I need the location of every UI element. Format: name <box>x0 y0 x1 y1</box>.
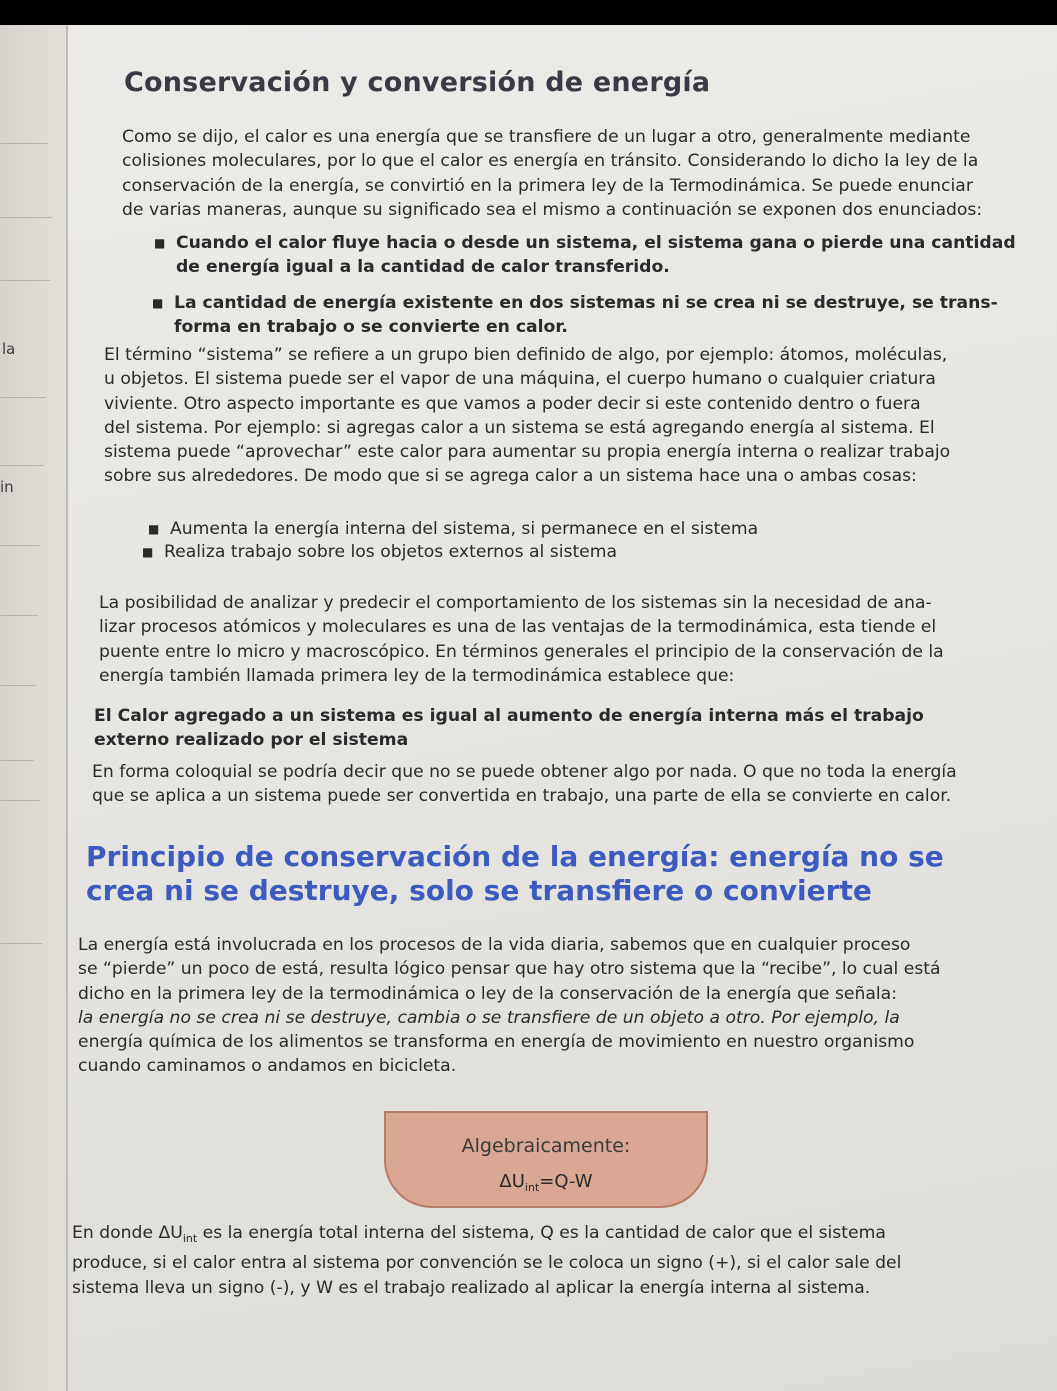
statement-line: La cantidad de energía existente en dos sistemas ni se crea ni se destruye, se trans- <box>174 293 998 313</box>
colloquial-line: En forma coloquial se podría decir que no se puede obtener algo por nada. O que no toda la energía <box>92 762 957 782</box>
system-line: u objetos. El sistema puede ser el vapor de una máquina, el cuerpo humano o cualquier criatura <box>104 369 936 390</box>
principle-line: energía química de los alimentos se transforma en energía de movimiento en nuestro organismo <box>78 1032 915 1053</box>
explanation-rest: es la energía total interna del sistema, Q es la cantidad de calor que el sistema <box>197 1223 886 1243</box>
intro-line: de varias maneras, aunque su significado sea el mismo a continuación se exponen dos enunciados: <box>122 199 983 220</box>
formula-subscript: int <box>524 1181 540 1194</box>
principle-line: se “pierde” un poco de está, resulta lógico pensar que hay otro sistema que la “recibe”, lo cual está <box>78 959 941 980</box>
statement-bullet-2 <box>152 291 1026 339</box>
previous-page-edge <box>0 25 68 1391</box>
margin-rule <box>0 685 36 686</box>
statement-line: de energía igual a la cantidad de calor transferido. <box>176 257 670 277</box>
bullet-dot-icon: ■ <box>148 522 160 536</box>
effect-text: Realiza trabajo sobre los objetos externos al sistema <box>164 542 618 562</box>
effect-text: Aumenta la energía interna del sistema, si permanece en el sistema <box>170 519 759 539</box>
top-black-band <box>0 0 1057 25</box>
bullet-dot-icon: ■ <box>152 296 164 310</box>
explanation-line: produce, si el calor entra al sistema por convención se le coloca un signo (+), si el calor sale del <box>72 1253 902 1274</box>
textbook-page <box>68 25 1057 1391</box>
effect-bullet-1 <box>148 517 970 541</box>
law-line: El Calor agregado a un sistema es igual al aumento de energía interna más el trabajo <box>94 706 924 726</box>
statement-line: Cuando el calor fluye hacia o desde un sistema, el sistema gana o pierde una cantidad <box>176 233 1016 253</box>
bullet-dot-icon: ■ <box>142 545 154 559</box>
margin-rule <box>0 615 38 616</box>
system-paragraph <box>104 343 1024 489</box>
system-line: sobre sus alrededores. De modo que si se agrega calor a un sistema hace una o ambas cosas: <box>104 466 917 487</box>
explanation-paragraph <box>72 1221 1026 1300</box>
margin-rule <box>0 545 40 546</box>
system-line: El término “sistema” se refiere a un grupo bien definido de algo, por ejemplo: átomos, moléculas, <box>104 345 948 365</box>
margin-rule <box>0 465 44 466</box>
formula-label: Algebraicamente: <box>461 1135 631 1157</box>
first-law-statement <box>94 704 1024 753</box>
intro-line: Como se dijo, el calor es una energía que se transfiere de un lugar a otro, generalmente mediante <box>122 127 971 147</box>
colloquial-line: que se aplica a un sistema puede ser convertida en trabajo, una parte de ella se convierte en calor. <box>92 786 952 807</box>
margin-rule <box>0 760 34 761</box>
section-title: Conservación y conversión de energía <box>124 67 711 98</box>
explanation-line: sistema lleva un signo (-), y W es el trabajo realizado al aplicar la energía interna al sistema. <box>72 1277 871 1298</box>
margin-rule <box>0 143 48 144</box>
analysis-line: lizar procesos atómicos y moleculares es una de las ventajas de la termodinámica, esta tiende el <box>99 617 937 638</box>
statement-bullet-1 <box>154 231 1026 279</box>
intro-line: conservación de la energía, se convirtió en la primera ley de la Termodinámica. Se puede enunciar <box>122 175 973 196</box>
statement-line: forma en trabajo o se convierte en calor. <box>174 317 568 337</box>
analysis-paragraph <box>99 591 1025 688</box>
margin-rule <box>0 943 42 944</box>
system-line: sistema puede “aprovechar” este calor para aumentar su propia energía interna o realizar trabajo <box>104 442 951 463</box>
margin-fragment-la: la <box>2 340 16 358</box>
explanation-line <box>72 1221 1026 1251</box>
bullet-dot-icon: ■ <box>154 236 166 250</box>
law-line: externo realizado por el sistema <box>94 730 409 751</box>
analysis-line: energía también llamada primera ley de la termodinámica establece que: <box>99 665 735 686</box>
colloquial-paragraph <box>92 760 1026 809</box>
intro-paragraph <box>122 125 1026 222</box>
explanation-subscript: int <box>182 1232 198 1245</box>
margin-rule <box>0 217 52 218</box>
principle-line: dicho en la primera ley de la termodinámica o ley de la conservación de la energía que señala: <box>78 983 897 1004</box>
principle-line: cuando caminamos o andamos en bicicleta. <box>78 1056 457 1077</box>
principle-paragraph <box>78 933 1026 1079</box>
principle-heading: Principio de conservación de la energía: energía no se crea ni se destruye, solo se transfiere o convierte <box>86 840 944 907</box>
principle-line: la energía no se crea ni se destruye, cambia o se transfiere de un objeto a otro. Por ejemplo, la <box>78 1007 900 1028</box>
system-line: del sistema. Por ejemplo: si agregas calor a un sistema se está agregando energía al sistema. El <box>104 417 935 438</box>
intro-line: colisiones moleculares, por lo que el calor es energía en tránsito. Considerando lo dicho la ley de la <box>122 151 979 172</box>
margin-fragment-sin: in <box>0 478 14 496</box>
principle-line: La energía está involucrada en los procesos de la vida diaria, sabemos que en cualquier proceso <box>78 935 911 955</box>
margin-rule <box>0 800 40 801</box>
formula-rhs: =Q-W <box>539 1171 593 1192</box>
analysis-line: La posibilidad de analizar y predecir el comportamiento de los sistemas sin la necesidad de ana- <box>99 593 932 613</box>
formula-box <box>384 1111 708 1208</box>
margin-rule <box>0 397 46 398</box>
system-line: viviente. Otro aspecto importante es que vamos a poder decir si este contenido dentro o fuera <box>104 393 921 414</box>
formula-equation <box>386 1171 706 1194</box>
effect-bullet-2 <box>142 540 964 564</box>
analysis-line: puente entre lo micro y macroscópico. En términos generales el principio de la conservación de la <box>99 641 944 662</box>
margin-rule <box>0 280 50 281</box>
explanation-prefix: En donde ΔU <box>72 1223 183 1243</box>
formula-lhs: ΔU <box>499 1171 525 1192</box>
